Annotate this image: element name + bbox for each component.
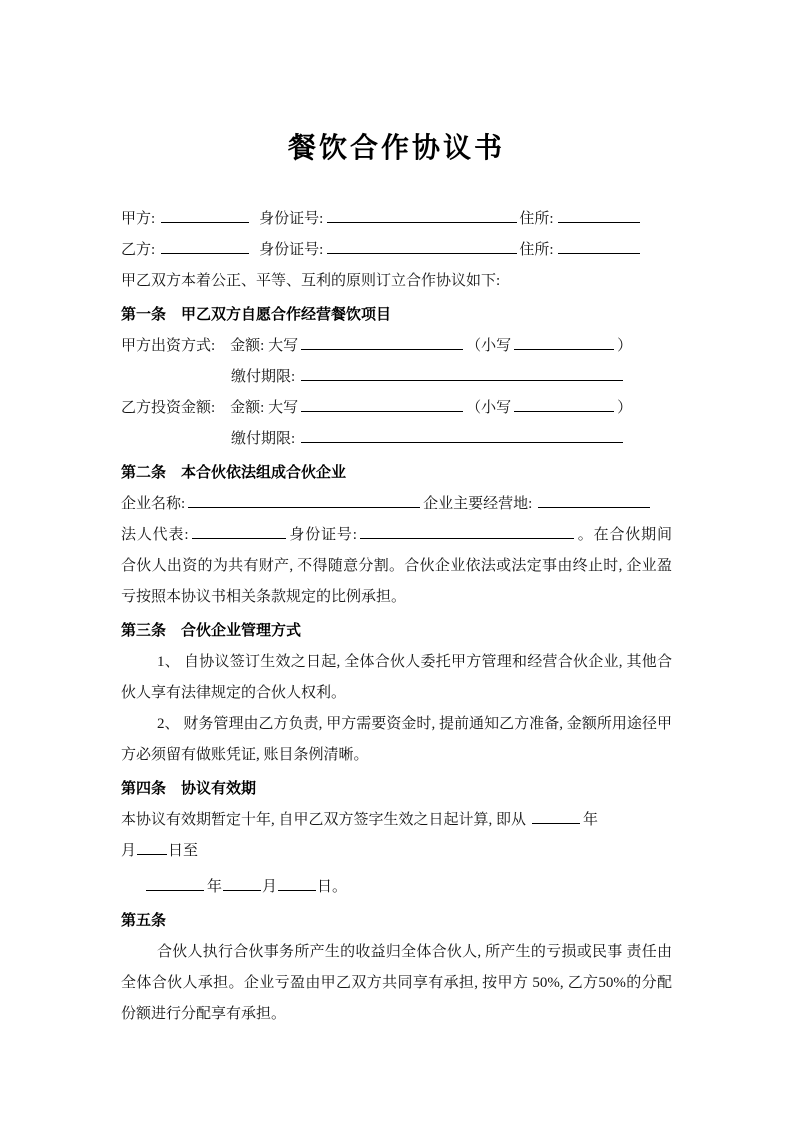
party-a-addr-label: 住所: [519, 211, 554, 227]
party-a-id-label: 身份证号: [259, 211, 324, 227]
start-to-label: 日至 [168, 843, 199, 859]
end-day-label: 日。 [317, 879, 348, 895]
end-date-row [121, 872, 672, 903]
party-b-small-close: ） [617, 400, 633, 416]
rep-id-blank[interactable] [360, 524, 574, 539]
party-b-label: 乙方: [121, 242, 156, 258]
party-b-amount-figures-blank[interactable] [514, 397, 614, 412]
party-b-amount-words-blank[interactable] [301, 397, 463, 412]
party-a-amount-figures-blank[interactable] [514, 335, 614, 350]
intro-line: 甲乙双方本着公正、平等、互利的原则订立合作协议如下: [121, 273, 501, 289]
legal-representative-paragraph [121, 520, 672, 613]
start-month-label: 月 [121, 843, 137, 859]
party-a-label: 甲方: [121, 211, 156, 227]
party-a-small-open: （小写 [466, 338, 512, 354]
party-b-addr-label: 住所: [519, 242, 554, 258]
rep-id-label: 身份证号: [288, 527, 357, 543]
party-b-small-open: （小写 [466, 400, 512, 416]
rep-label: 法人代表: [121, 527, 189, 543]
party-a-id-blank[interactable] [327, 208, 517, 223]
party-b-addr-blank[interactable] [558, 239, 640, 254]
party-a-amount-words-blank[interactable] [301, 335, 463, 350]
article-4-paragraph [121, 805, 672, 867]
party-b-due-label: 缴付期限: [231, 431, 296, 447]
party-a-due-row [121, 362, 672, 393]
company-name-row [121, 489, 672, 520]
party-a-addr-blank[interactable] [558, 208, 640, 223]
party-b-investment-label: 乙方投资金额: 金额: 大写 [121, 400, 299, 416]
party-a-name-blank[interactable] [161, 208, 249, 223]
company-name-label: 企业名称: [121, 496, 186, 512]
article-2-heading: 第二条 本合伙依法组成合伙企业 [121, 465, 347, 481]
rep-name-blank[interactable] [192, 524, 286, 539]
party-b-row [121, 235, 672, 266]
party-b-id-blank[interactable] [327, 239, 517, 254]
company-name-blank[interactable] [188, 493, 420, 508]
party-a-due-blank[interactable] [301, 366, 623, 381]
article-3-item-1: 1、 自协议签订生效之日起, 全体合伙人委托甲方管理和经营合伙企业, 其他合伙人享有法律规定的合伙人权利。 [121, 654, 672, 701]
article-4-lead: 本协议有效期暂定十年, 自甲乙双方签字生效之日起计算, 即从 [121, 812, 527, 828]
end-month-blank[interactable] [223, 876, 261, 891]
party-a-small-close: ） [617, 338, 633, 354]
end-year-blank[interactable] [146, 876, 204, 891]
article-5-body: 合伙人执行合伙事务所产生的收益归全体合伙人, 所产生的亏损或民事 责任由全体合伙人承担。企业亏盈由甲乙双方共同享有承担, 按甲方 50%, 乙方50%的分配份额进行分配享有承担。 [121, 944, 672, 1022]
party-b-name-blank[interactable] [161, 239, 249, 254]
article-4-heading: 第四条 协议有效期 [121, 781, 257, 797]
article-3-heading: 第三条 合伙企业管理方式 [121, 623, 302, 639]
party-a-investment-label: 甲方出资方式: 金额: 大写 [121, 338, 299, 354]
end-month-label: 月 [262, 879, 278, 895]
start-year-blank[interactable] [532, 809, 580, 824]
article-3-item-2: 2、 财务管理由乙方负责, 甲方需要资金时, 提前通知乙方准备, 金额所用途径甲方必须留有做账凭证, 账目条例清晰。 [121, 716, 672, 763]
party-a-row [121, 204, 672, 235]
article-2-body: 。在合伙期间合伙人出资的为共有财产, 不得随意分割。合伙企业依法或法定事由终止时, 企业盈亏按照本协议书相关条款规定的比例承担。 [121, 527, 672, 605]
document-title: 餐饮合作协议书 [287, 133, 505, 164]
end-year-label: 年 [207, 879, 223, 895]
party-b-due-blank[interactable] [301, 428, 623, 443]
article-1-heading: 第一条 甲乙双方自愿合作经营餐饮项目 [121, 307, 392, 323]
end-day-blank[interactable] [278, 876, 316, 891]
party-a-investment-row [121, 331, 672, 362]
start-year-label: 年 [583, 812, 599, 828]
company-location-blank[interactable] [538, 493, 650, 508]
article-5-heading: 第五条 [121, 913, 167, 929]
party-b-due-row [121, 424, 672, 455]
party-b-investment-row [121, 393, 672, 424]
start-day-blank[interactable] [137, 840, 167, 855]
party-a-due-label: 缴付期限: [231, 369, 296, 385]
company-location-label: 企业主要经营地: [423, 496, 533, 512]
party-b-id-label: 身份证号: [259, 242, 324, 258]
